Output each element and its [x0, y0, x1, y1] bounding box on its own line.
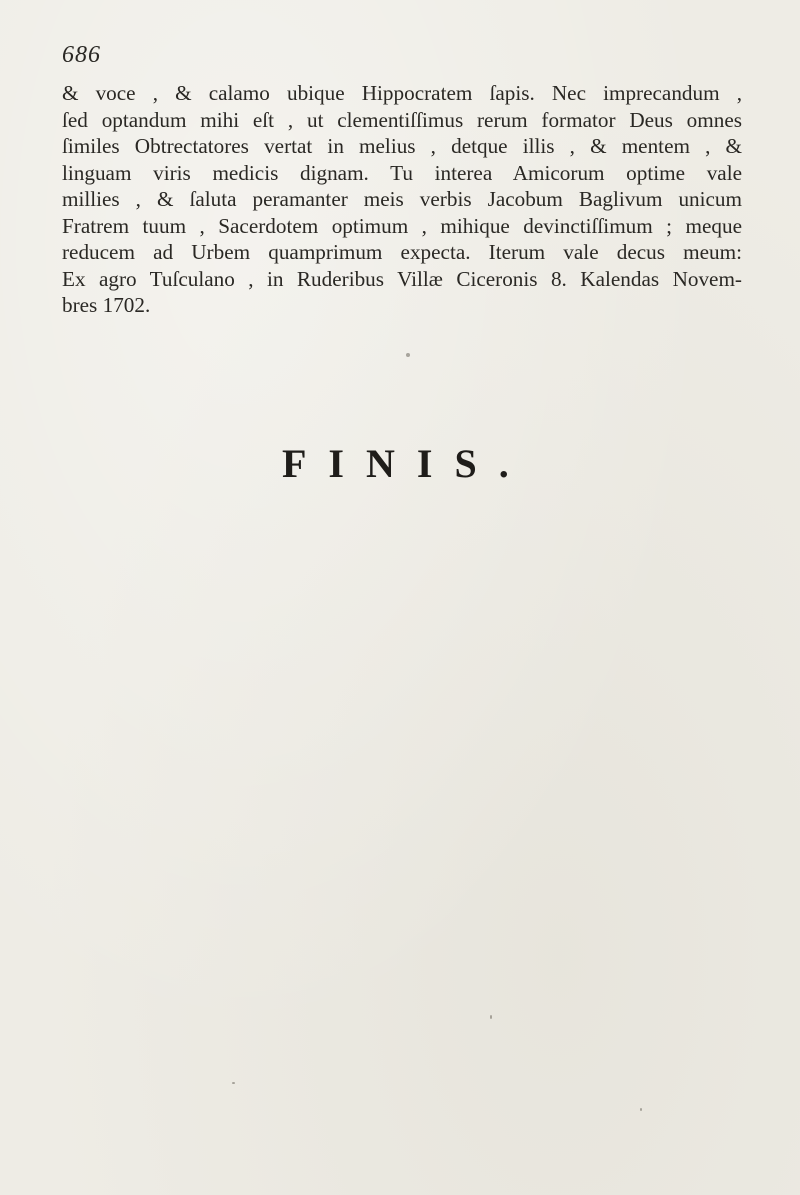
text-line: Fratrem tuum , Sacerdotem optimum , mihique devinctiſſimum ; meque: [62, 213, 742, 238]
body-text: [62, 80, 742, 319]
paper-speck: [232, 1082, 235, 1084]
finis-heading: FINIS.: [282, 441, 531, 486]
text-line: reducem ad Urbem quamprimum expecta. Iterum vale decus meum:: [62, 240, 742, 264]
paper-speck: [406, 353, 410, 357]
text-line: bres 1702.: [62, 293, 151, 317]
text-line: millies , & ſaluta peramanter meis verbis Jacobum Baglivum unicum: [62, 187, 742, 211]
paper-speck: [490, 1015, 492, 1019]
page-number: 686: [62, 42, 101, 68]
text-line: linguam viris medicis dignam. Tu interea Amicorum optime vale: [62, 160, 742, 185]
text-line: ſed optandum mihi eſt , ut clementiſſimus rerum formator Deus omnes: [62, 107, 742, 132]
paper-speck: [640, 1108, 642, 1111]
text-line: ſimiles Obtrectatores vertat in melius , detque illis , & mentem , &: [62, 134, 742, 158]
text-line: & voce , & calamo ubique Hippocratem ſapis. Nec imprecandum ,: [62, 81, 742, 105]
text-line: Ex agro Tuſculano , in Ruderibus Villæ Ciceronis 8. Kalendas Novem-: [62, 266, 742, 291]
